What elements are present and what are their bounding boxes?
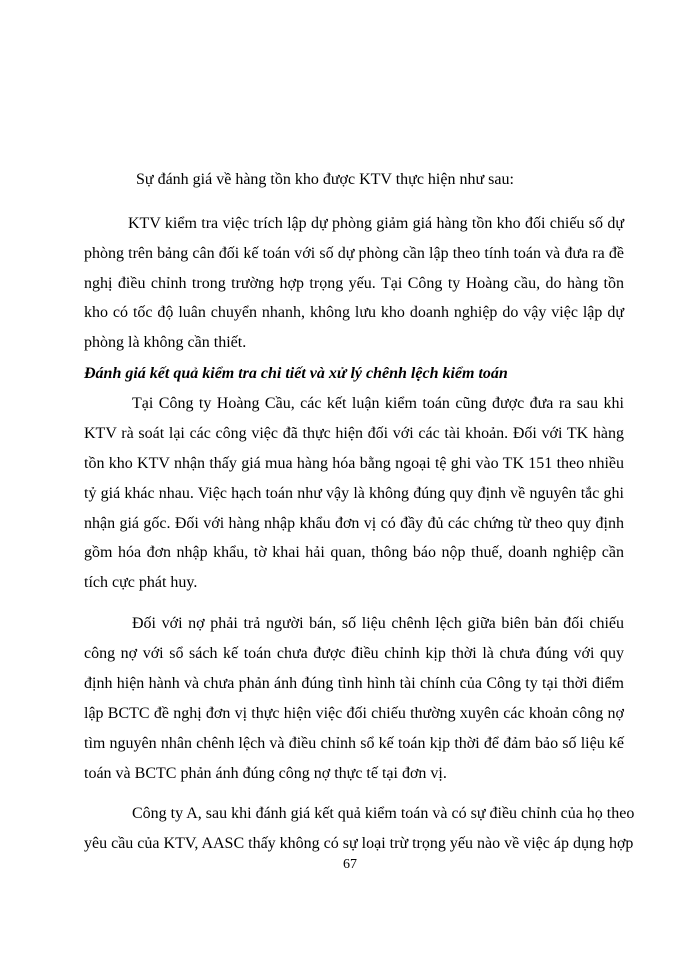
paragraph-3-line-1: Đối với nợ phải trả người bán, số liệu chênh lệch giữa biên bản đối chiếu <box>132 615 624 632</box>
paragraph-2-line-2: KTV rà soát lại các công việc đã thực hiện đối với các tài khoản. Đối với TK hàng <box>84 425 624 442</box>
intro-line: Sự đánh giá về hàng tồn kho được KTV thực hiện như sau: <box>136 171 514 188</box>
paragraph-3-line-3: định hiện hành và chưa phản ánh đúng tình hình tài chính của Công ty tại thời điểm <box>84 675 624 692</box>
paragraph-1-line-1: KTV kiểm tra việc trích lập dự phòng giảm giá hàng tồn kho đối chiếu số dự <box>128 215 624 232</box>
page-number: 67 <box>343 857 357 872</box>
section-heading: Đánh giá kết quả kiểm tra chi tiết và xử lý chênh lệch kiểm toán <box>84 365 508 382</box>
paragraph-2-line-4: tỷ giá khác nhau. Việc hạch toán như vậy là không đúng quy định về nguyên tắc ghi <box>84 485 624 502</box>
paragraph-3-line-2: công nợ với sổ sách kế toán chưa được điều chỉnh kịp thời là chưa đúng với quy <box>84 645 624 662</box>
paragraph-3-line-4: lập BCTC đề nghị đơn vị thực hiện việc đối chiếu thường xuyên các khoản công nợ <box>84 705 624 722</box>
paragraph-1-line-2: phòng trên bảng cân đối kế toán với số dự phòng cần lập theo tính toán và đưa ra đề <box>84 245 624 262</box>
paragraph-1-line-4: kho có tốc độ luân chuyển nhanh, không lưu kho doanh nghiệp do vậy việc lập dự <box>84 304 624 321</box>
paragraph-2-line-1: Tại Công ty Hoàng Cầu, các kết luận kiểm toán cũng được đưa ra sau khi <box>132 395 624 412</box>
paragraph-4-line-1: Công ty A, sau khi đánh giá kết quả kiểm toán và có sự điều chỉnh của họ theo <box>132 805 635 822</box>
paragraph-2-line-5: nhận giá gốc. Đối với hàng nhập khẩu đơn vị có đầy đủ các chứng từ theo quy định <box>84 515 624 532</box>
paragraph-2-line-3: tồn kho KTV nhận thấy giá mua hàng hóa bằng ngoại tệ ghi vào TK 151 theo nhiều <box>84 455 624 472</box>
paragraph-3-line-6: toán và BCTC phản ánh đúng công nợ thực tế tại đơn vị. <box>84 765 447 782</box>
paragraph-1-line-3: nghị điều chỉnh trong trường hợp trọng yếu. Tại Công ty Hoàng cầu, do hàng tồn <box>84 275 624 292</box>
paragraph-4-line-2: yêu cầu của KTV, AASC thấy không có sự loại trừ trọng yếu nào về việc áp dụng hợp <box>84 835 634 852</box>
paragraph-1-line-5: phòng là không cần thiết. <box>84 334 247 351</box>
paragraph-3-line-5: tìm nguyên nhân chênh lệch và điều chỉnh sổ kế toán kịp thời để đảm bảo số liệu kế <box>84 735 624 752</box>
paragraph-2-line-7: tích cực phát huy. <box>84 574 198 591</box>
paragraph-2-line-6: gồm hóa đơn nhập khẩu, tờ khai hải quan, thông báo nộp thuế, doanh nghiệp cần <box>84 544 624 561</box>
